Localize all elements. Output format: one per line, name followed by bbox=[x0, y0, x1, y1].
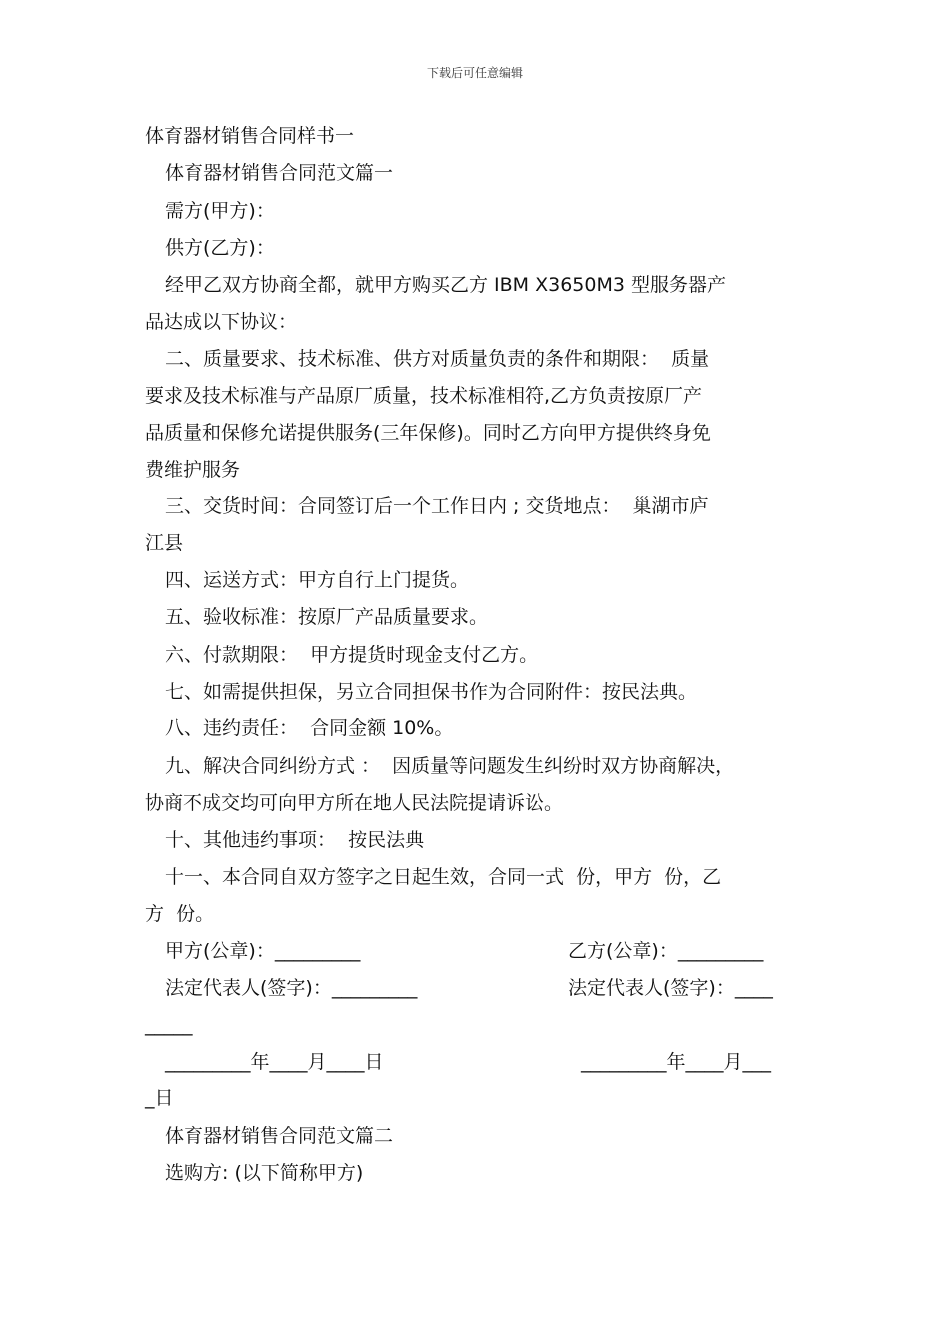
clause-2-line: 二、质量要求、技术标准、供方对质量负责的条件和期限： 质量 bbox=[165, 348, 710, 370]
clause-2-line: 费维护服务 bbox=[145, 459, 241, 481]
party-a-seal: 甲方(公章)：_________ bbox=[165, 940, 361, 962]
clause-7: 七、如需提供担保，另立合同担保书作为合同附件：按民法典。 bbox=[165, 681, 698, 703]
clause-10: 十、其他违约事项： 按民法典 bbox=[165, 829, 425, 851]
clause-5: 五、验收标准：按原厂产品质量要求。 bbox=[165, 606, 489, 628]
clause-11-line: 十一、本合同自双方签字之日起生效，合同一式 份，甲方 份，乙 bbox=[165, 866, 722, 888]
paragraph-line: 品达成以下协议： bbox=[145, 311, 298, 333]
party-b-seal: 乙方(公章)：_________ bbox=[568, 940, 764, 962]
clause-3-line: 三、交货时间：合同签订后一个工作日内 ; 交货地点： 巢湖市庐 bbox=[165, 495, 709, 517]
clause-4: 四、运送方式：甲方自行上门提货。 bbox=[165, 569, 470, 591]
clause-2-line: 要求及技术标准与产品原厂质量，技术标准相符,乙方负责按原厂产 bbox=[145, 385, 703, 407]
supplier-line: 供方(乙方)： bbox=[165, 237, 275, 259]
clause-2-line: 品质量和保修允诺提供服务(三年保修)。同时乙方向甲方提供终身免 bbox=[145, 422, 711, 444]
clause-6: 六、付款期限： 甲方提货时现金支付乙方。 bbox=[165, 644, 539, 666]
clause-3-line: 江县 bbox=[145, 532, 184, 554]
clause-9-line: 协商不成交均可向甲方所在地人民法院提请诉讼。 bbox=[145, 792, 564, 814]
signature-continuation: _____ bbox=[145, 1014, 193, 1036]
buyer-line: 选购方: (以下简称甲方) bbox=[165, 1162, 364, 1184]
document-title: 体育器材销售合同样书一 bbox=[145, 125, 355, 147]
clause-11-line: 方 份。 bbox=[145, 903, 215, 925]
section-heading: 体育器材销售合同范文篇一 bbox=[165, 162, 394, 184]
page-header: 下载后可任意编辑 bbox=[426, 66, 523, 80]
clause-9-line: 九、解决合同纠纷方式 ： 因质量等问题发生纠纷时双方协商解决， bbox=[165, 755, 735, 777]
party-b-date: _________年____月___ bbox=[581, 1051, 772, 1073]
section-heading: 体育器材销售合同范文篇二 bbox=[165, 1125, 394, 1147]
buyer-line: 需方(甲方)： bbox=[165, 200, 275, 222]
clause-8: 八、违约责任： 合同金额 10%。 bbox=[165, 717, 454, 739]
date-continuation: _日 bbox=[145, 1087, 174, 1109]
party-a-date: _________年____月____日 bbox=[165, 1051, 384, 1073]
paragraph-line: 经甲乙双方协商全都，就甲方购买乙方 IBM X3650M3 型服务器产 bbox=[165, 274, 727, 296]
party-a-representative: 法定代表人(签字)：_________ bbox=[165, 977, 418, 999]
party-b-representative: 法定代表人(签字)：____ bbox=[568, 977, 773, 999]
